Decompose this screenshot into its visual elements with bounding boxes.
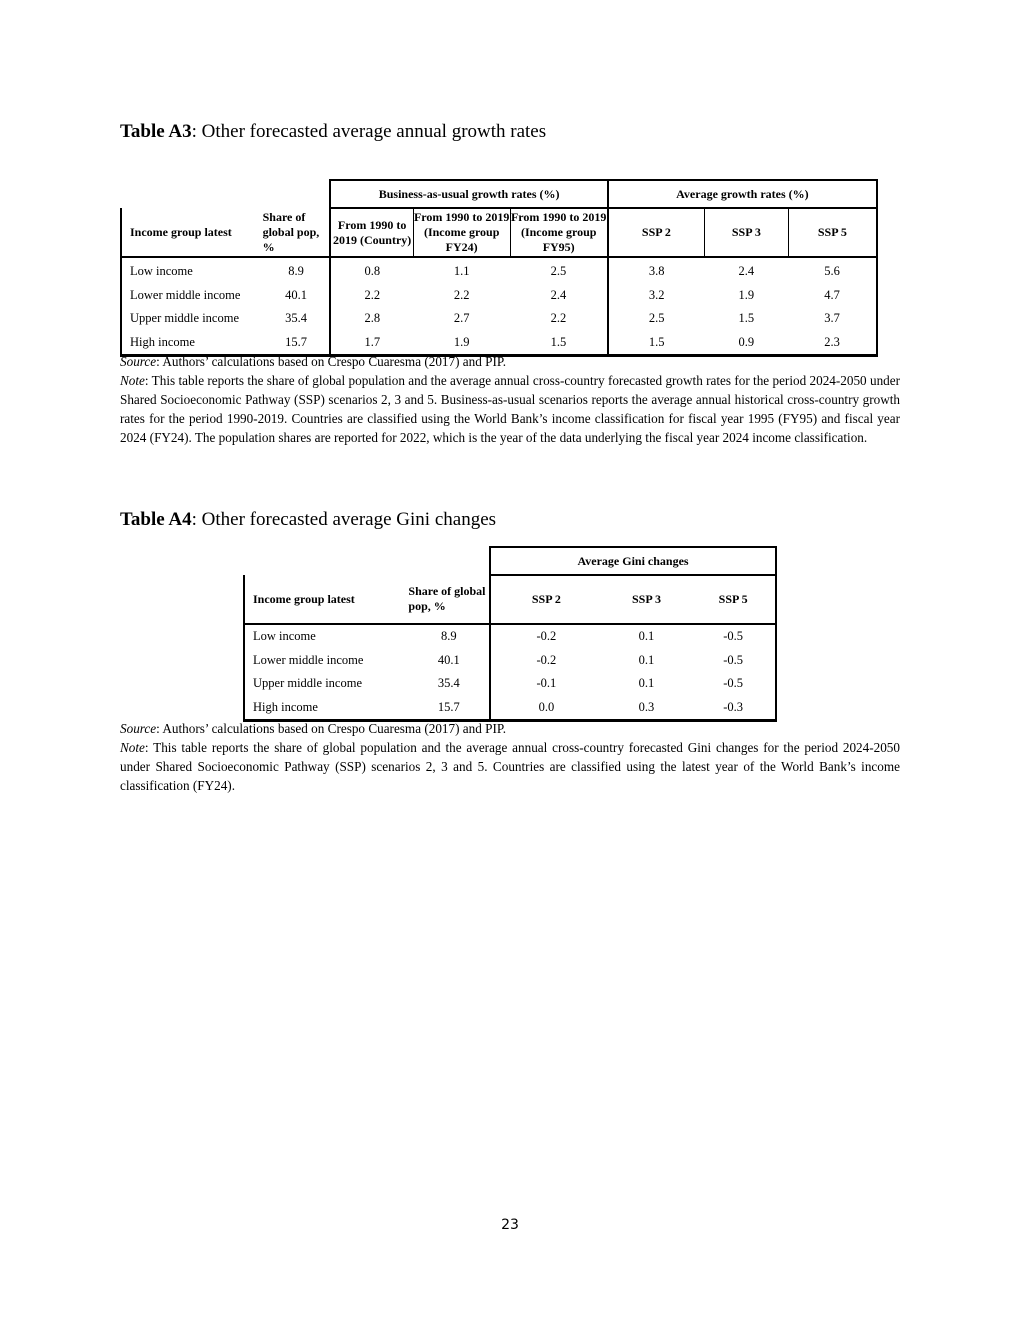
table-cell: 40.1 (285, 287, 307, 302)
table-a3-title-rest: : Other forecasted average annual growth rates (191, 121, 547, 142)
table-cell: 1.5 (738, 311, 755, 326)
table-a3-header-ssp5: SSP 5 (788, 208, 877, 257)
table-cell: 3.2 (608, 284, 705, 308)
table-row (244, 696, 776, 721)
source-text: : Authors’ calculations based on Crespo Cuaresma (2017) and PIP. (156, 721, 507, 736)
table-cell: 15.7 (263, 331, 331, 356)
table-cell: High income (121, 331, 263, 356)
table-cell: 1.9 (738, 287, 755, 302)
table-cell: Lower middle income (121, 284, 263, 308)
table-cell: 2.2 (550, 311, 567, 326)
table-a3-blank-corner (121, 180, 330, 208)
table-a4-group-header: Average Gini changes (490, 547, 776, 575)
table-a4-source (120, 719, 900, 738)
table-a3-header-country: From 1990 to 2019 (Country) (330, 208, 413, 257)
note-text: : This table reports the share of global population and the average annual cross-country forecasted Gini changes for the period 2024-2050 under Shared Socioeconomic Pathway (SSP) scenarios 2, 3 and 5. Countries are classified using the latest year of the World Bank’s income classification (FY24). (120, 740, 900, 793)
table-cell: 3.7 (788, 307, 877, 331)
table-cell: 0.1 (638, 676, 655, 691)
table-a4 (243, 546, 777, 722)
table-cell: 0.3 (602, 696, 692, 721)
table-a4-header-ssp2: SSP 2 (490, 575, 602, 624)
table-cell: Lower middle income (244, 649, 408, 673)
table-cell: 2.3 (788, 331, 877, 356)
table-a4-header-income-group: Income group latest (244, 575, 408, 624)
table-cell: 3.8 (608, 257, 705, 284)
table-a4-notes (120, 719, 900, 795)
table-cell: 5.6 (788, 257, 877, 284)
table-row (121, 307, 877, 331)
table-cell: 0.1 (638, 629, 655, 644)
table-cell: 15.7 (408, 696, 490, 721)
note-label: Note (120, 740, 145, 755)
table-cell: 0.1 (638, 652, 655, 667)
table-a4-title (120, 509, 496, 531)
table-cell: 1.1 (453, 264, 470, 279)
table-a3-header-ssp2: SSP 2 (608, 208, 705, 257)
table-a4-title-rest: : Other forecasted average Gini changes (191, 509, 497, 530)
table-a3-header-fy24: From 1990 to 2019 (Income group FY24) (413, 208, 510, 257)
table-cell: 2.4 (550, 287, 567, 302)
table-cell: 1.5 (608, 331, 705, 356)
table-row (121, 284, 877, 308)
table-a3-note (120, 371, 900, 447)
table-cell: Upper middle income (244, 672, 408, 696)
table-row (244, 672, 776, 696)
table-row (121, 257, 877, 284)
table-cell: 2.8 (330, 307, 413, 331)
table-a3-notes (120, 352, 900, 447)
table-cell: -0.3 (691, 696, 776, 721)
table-cell: 1.7 (330, 331, 413, 356)
table-cell: -0.5 (691, 672, 776, 696)
table-cell: 2.5 (550, 264, 567, 279)
table-a3-header-fy95: From 1990 to 2019 (Income group FY95) (510, 208, 608, 257)
table-a3-header-ssp3: SSP 3 (705, 208, 789, 257)
table-cell: 2.5 (608, 307, 705, 331)
table-a3-header-income-group: Income group latest (121, 208, 263, 257)
table-a3-source (120, 352, 900, 371)
table-cell: 2.4 (738, 264, 755, 279)
note-text: : This table reports the share of global population and the average annual cross-country forecasted growth rates for the period 2024-2050 under Shared Socioeconomic Pathway (SSP) scenarios 2, 3 and 5. Business-as-usual scenarios reports the average annual historical cross-country growth rates for the period 1990-2019. Countries are classified using the World Bank’s income classification for fiscal year 1995 (FY95) and fiscal year 2024 (FY24). The population shares are reported for 2022, which is the year of the data underlying the fiscal year 2024 income classification. (120, 373, 900, 445)
source-label: Source (120, 721, 157, 736)
table-cell: High income (244, 696, 408, 721)
table-cell: Low income (121, 257, 263, 284)
table-row (244, 649, 776, 673)
table-cell: 2.7 (453, 311, 470, 326)
table-cell: -0.5 (691, 649, 776, 673)
table-cell: 2.2 (453, 287, 470, 302)
table-cell: 0.9 (705, 331, 789, 356)
table-cell: 0.8 (330, 257, 413, 284)
table-a4-title-bold: Table A4 (120, 509, 192, 530)
table-cell: -0.1 (490, 672, 602, 696)
table-a4-header-share: Share of global pop, % (408, 575, 490, 624)
table-cell: 4.7 (788, 284, 877, 308)
table-a3-title (120, 121, 546, 143)
table-a3-group-header-avg: Average growth rates (%) (608, 180, 877, 208)
table-cell: -0.2 (490, 649, 602, 673)
table-a3-header-share: Share of global pop, % (263, 208, 331, 257)
table-a3 (120, 179, 878, 357)
page-number: 23 (501, 1217, 519, 1233)
table-cell: 8.9 (288, 264, 304, 279)
table-row (244, 624, 776, 649)
table-a3-group-header-bau: Business-as-usual growth rates (%) (330, 180, 607, 208)
table-a4-blank-corner (244, 547, 490, 575)
table-cell: Upper middle income (121, 307, 263, 331)
table-cell: 35.4 (437, 676, 460, 691)
table-cell: 2.2 (330, 284, 413, 308)
table-cell: 40.1 (437, 652, 460, 667)
note-label: Note (120, 373, 145, 388)
table-cell: -0.5 (691, 624, 776, 649)
table-a4-header-ssp3: SSP 3 (602, 575, 692, 624)
table-cell: 35.4 (285, 311, 307, 326)
table-a3-title-bold: Table A3 (120, 121, 192, 142)
source-label: Source (120, 354, 157, 369)
table-cell: -0.2 (490, 624, 602, 649)
table-cell: 1.5 (510, 331, 608, 356)
table-cell: Low income (244, 624, 408, 649)
table-a4-note (120, 738, 900, 795)
table-cell: 8.9 (440, 629, 457, 644)
table-cell: 1.9 (413, 331, 510, 356)
table-cell: 0.0 (490, 696, 602, 721)
table-a4-header-ssp5: SSP 5 (691, 575, 776, 624)
source-text: : Authors’ calculations based on Crespo Cuaresma (2017) and PIP. (156, 354, 507, 369)
